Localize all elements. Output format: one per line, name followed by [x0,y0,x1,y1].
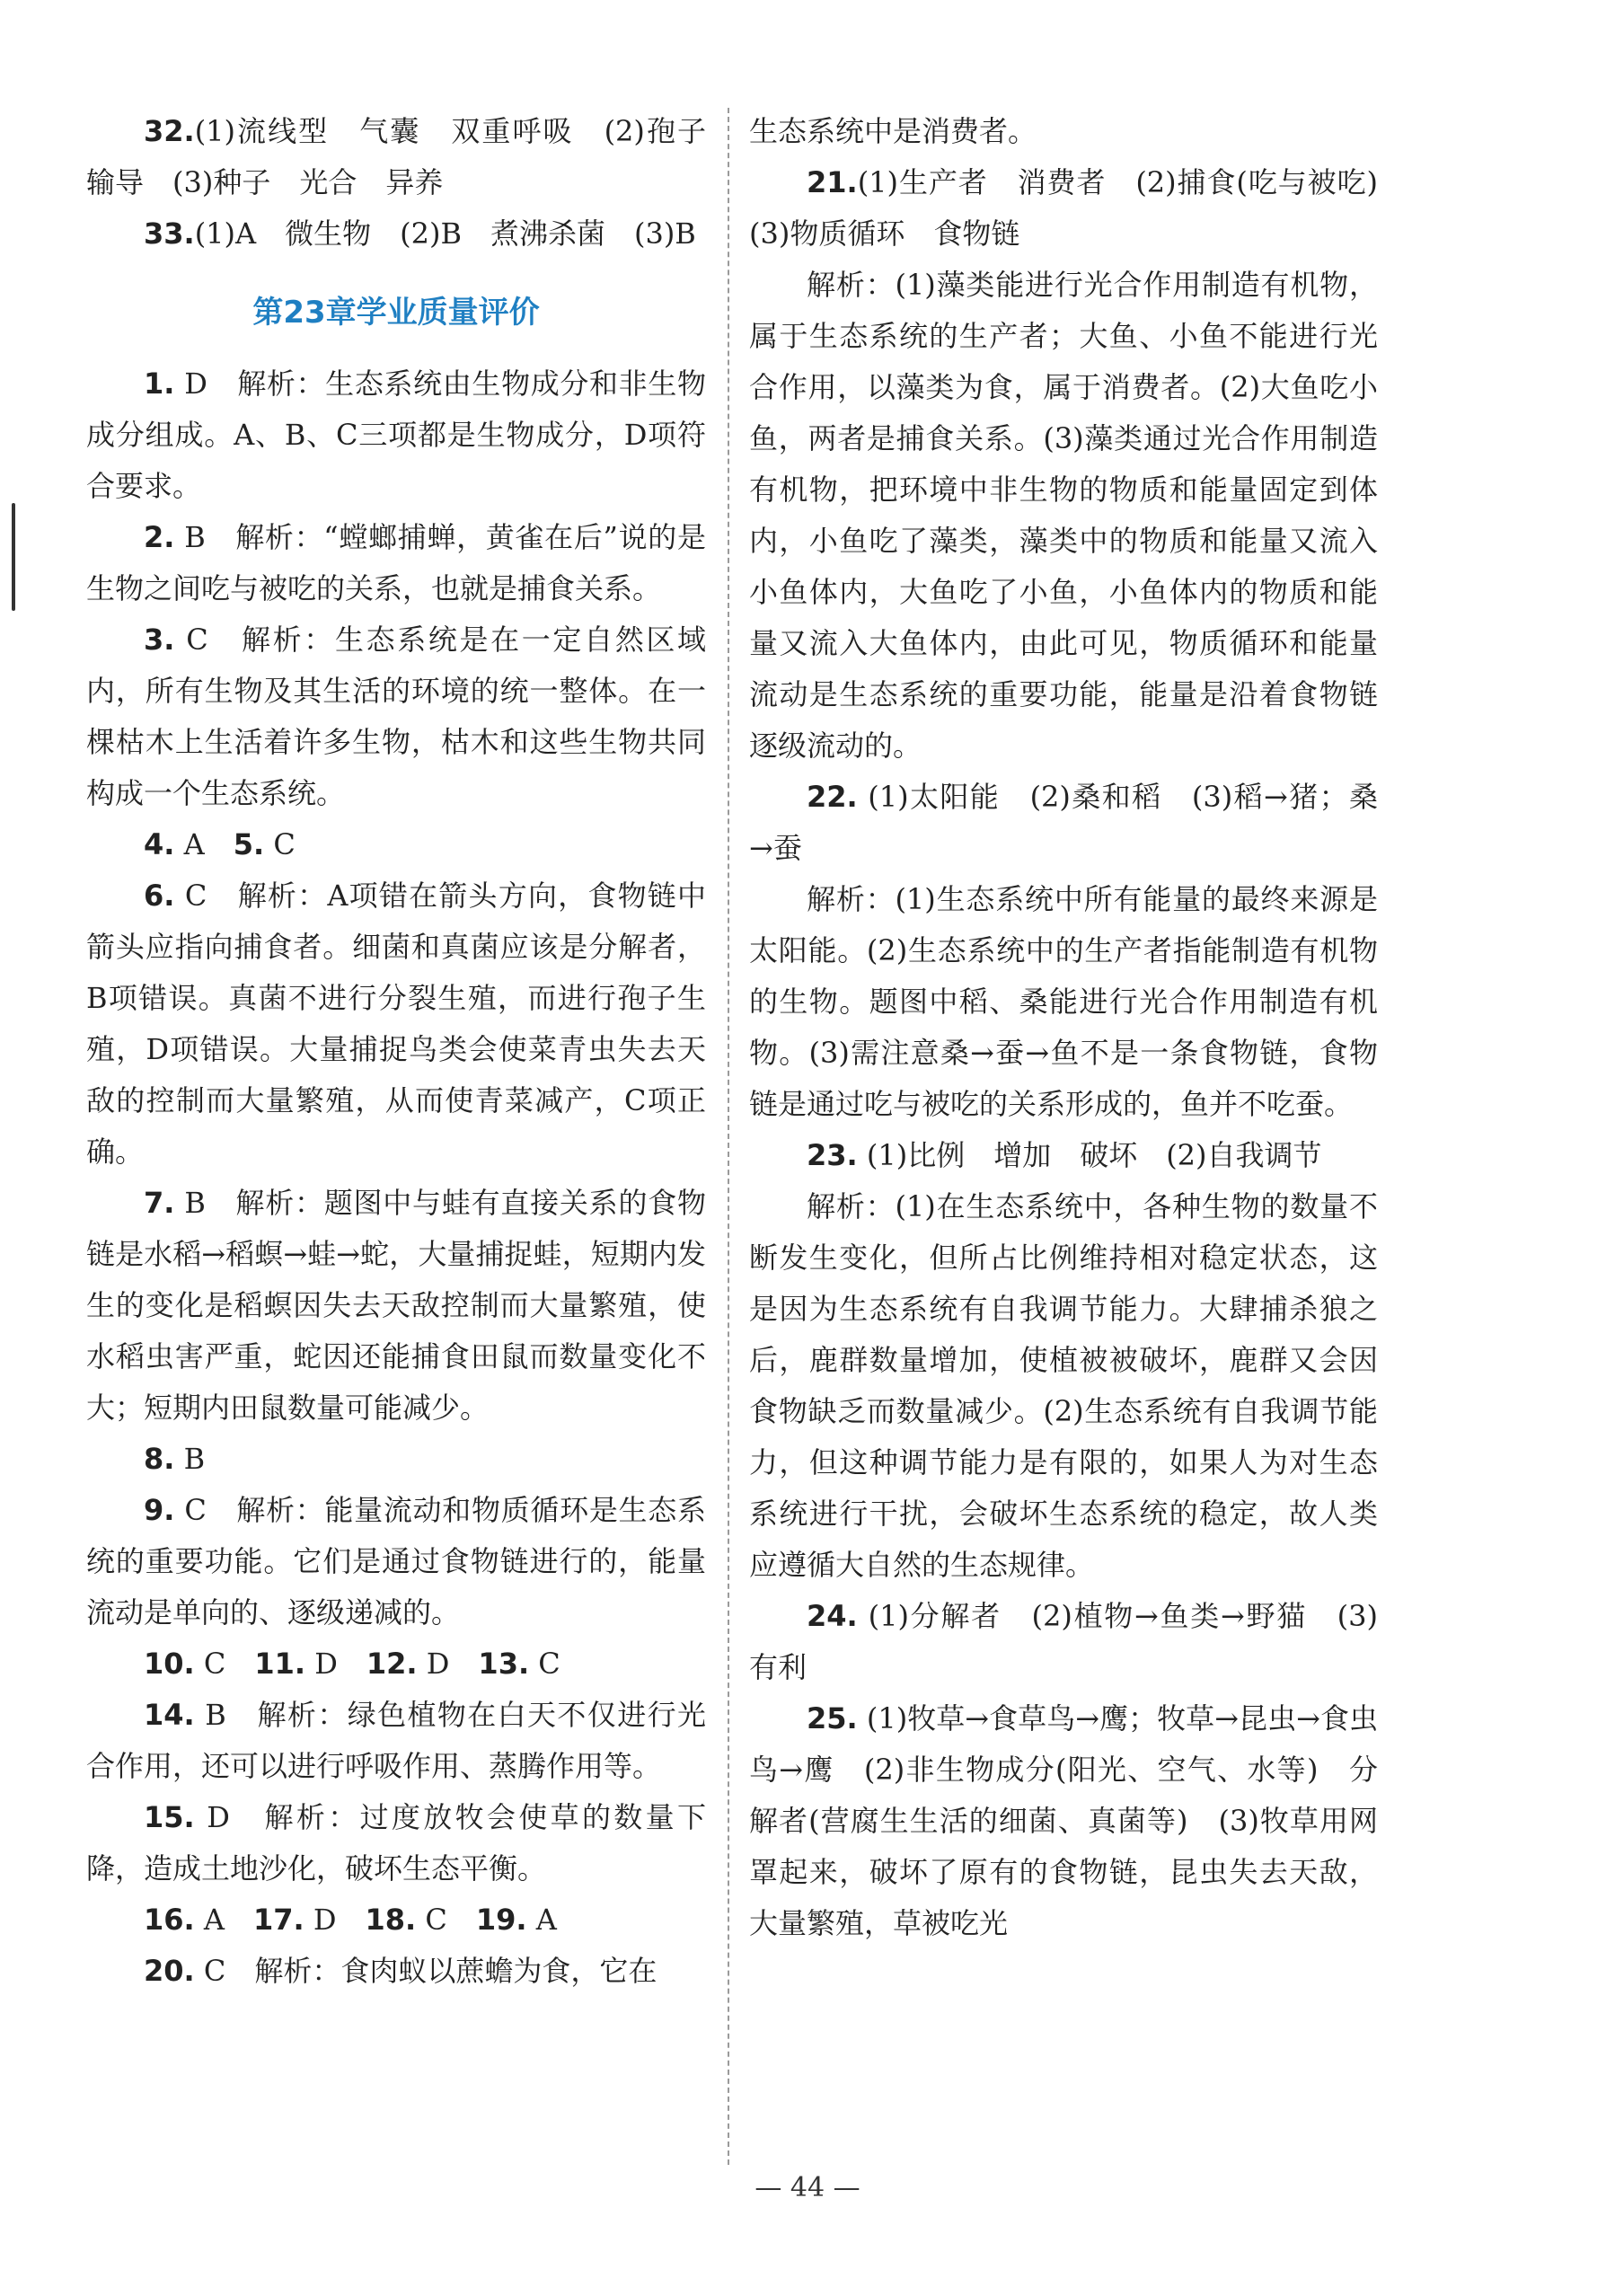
answer-20: 20. C 解析：食肉蚁以蔗蟾为食，它在 [144,1954,657,1988]
right-column [749,106,1408,1949]
answer-21: 21.(1)生产者 消费者 (2)捕食(吃与被吃) (3)物质循环 食物链 [749,165,1408,251]
answer-4-5: 4. A 5. C [144,827,296,861]
answer-23: 23. (1)比例 增加 破坏 (2)自我调节 [807,1138,1322,1172]
answer-24: 24. (1)分解者 (2)植物→鱼类→野猫 (3)有利 [749,1599,1378,1684]
left-column [86,106,736,1997]
answer-14: 14. B 解析：绿色植物在白天不仅进行光合作用，还可以进行呼吸作用、蒸腾作用等。 [86,1698,706,1783]
analysis-21: 解析：(1)藻类能进行光合作用制造有机物，属于生态系统的生产者；大鱼、小鱼不能进行光合作用，以藻类为食，属于消费者。(2)大鱼吃小鱼，两者是捕食关系。(3)藻类通过光合作用制造有机物，把环境中非生物的物质和能量固定到体内，小鱼吃了藻类，藻类中的物质和能量又流入小鱼体内，大鱼吃了小鱼，小鱼体内的物质和能量又流入大鱼体内，由此可见，物质循环和能量流动是生态系统的重要功能，能量是沿着食物链逐级流动的。 [749,268,1378,763]
answer-32: 32.(1)流线型 气囊 双重呼吸 (2)孢子 输导 (3)种子 光合 异养 [86,114,736,199]
answer-9: 9. C 解析：能量流动和物质循环是生态系统的重要功能。它们是通过食物链进行的，能量流动是单向的、逐级递减的。 [86,1493,706,1629]
answer-15: 15. D 解析：过度放牧会使草的数量下降，造成土地沙化，破坏生态平衡。 [86,1800,706,1885]
page-number: — 44 — [755,2172,860,2203]
answer-7: 7. B 解析：题图中与蛙有直接关系的食物链是水稻→稻螟→蛙→蛇，大量捕捉蛙，短期内发生的变化是稻螟因失去天敌控制而大量繁殖，使水稻虫害严重，蛇因还能捕食田鼠而数量变化不大；短期内田鼠数量可能减少。 [86,1186,706,1425]
answer-10-13: 10. C 11. D 12. D 13. C [144,1647,560,1681]
answer-6: 6. C 解析：A项错在箭头方向，食物链中箭头应指向捕食者。细菌和真菌应该是分解者，B项错误。真菌不进行分裂生殖，而进行孢子生殖，D项错误。大量捕捉鸟类会使菜青虫失去天敌的控制而大量繁殖，从而使青菜减产，C项正确。 [86,879,706,1169]
answer-16-19: 16. A 17. D 18. C 19. A [144,1903,557,1937]
analysis-22: 解析：(1)生态系统中所有能量的最终来源是太阳能。(2)生态系统中的生产者指能制造有机物的生物。题图中稻、桑能进行光合作用制造有机物。(3)需注意桑→蚕→鱼不是一条食物链，食物链是通过吃与被吃的关系形成的，鱼并不吃蚕。 [749,882,1378,1121]
analysis-23: 解析：(1)在生态系统中，各种生物的数量不断发生变化，但所占比例维持相对稳定状态，这是因为生态系统有自我调节能力。大肆捕杀狼之后，鹿群数量增加，使植被被破坏，鹿群又会因食物缺乏而数量减少。(2)生态系统有自我调节能力，但这种调节能力是有限的，如果人为对生态系统进行干扰，会破坏生态系统的稳定，故人类应遵循大自然的生态规律。 [749,1189,1378,1582]
column-divider [728,108,729,2165]
answer-22: 22. (1)太阳能 (2)桑和稻 (3)稻→猪；桑→蚕 [749,780,1378,865]
answer-3: 3. C 解析：生态系统是在一定自然区域内，所有生物及其生活的环境的统一整体。在一棵枯木上生活着许多生物，枯木和这些生物共同构成一个生态系统。 [86,623,707,810]
answer-33: 33.(1)A 微生物 (2)B 煮沸杀菌 (3)B [144,216,696,251]
margin-pen-mark [11,503,16,611]
section-heading: 第23章学业质量评价 [252,295,540,331]
answer-25: 25. (1)牧草→食草鸟→鹰；牧草→昆虫→食虫鸟→鹰 (2)非生物成分(阳光、空气、水等) 分解者(营腐生生活的细菌、真菌等) (3)牧草用网罩起来，破坏了原有的食物链，昆虫失去天敌，大量繁殖，草被吃光 [749,1701,1378,1940]
answer-20-continued: 生态系统中是消费者。 [749,114,1037,148]
answer-8: 8. B [144,1442,206,1476]
answer-1: 1. D 解析：生态系统由生物成分和非生物成分组成。A、B、C三项都是生物成分，D项符合要求。 [86,366,706,503]
answer-2: 2. B 解析：“螳螂捕蝉，黄雀在后”说的是生物之间吃与被吃的关系，也就是捕食关系。 [86,520,706,605]
